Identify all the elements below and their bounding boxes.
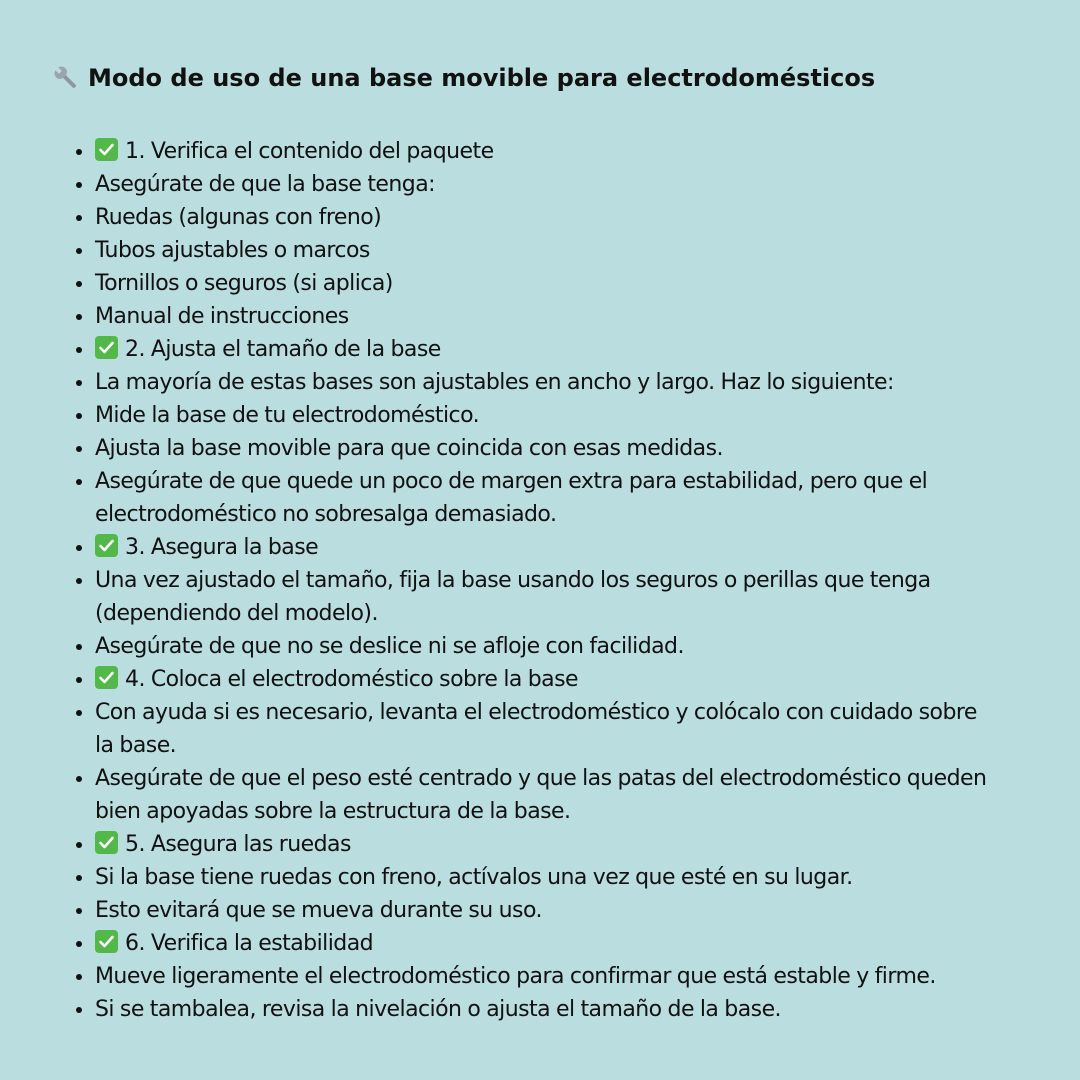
list-item — [95, 168, 995, 201]
list-item — [95, 861, 995, 894]
item-text: Esto evitará que se mueva durante su uso. — [95, 898, 542, 923]
list-item — [95, 300, 995, 333]
list-item — [95, 267, 995, 300]
item-text: Mueve ligeramente el electrodoméstico para confirmar que está estable y firme. — [95, 964, 936, 989]
list-item — [95, 630, 995, 663]
item-text: 4. Coloca el electrodoméstico sobre la base — [125, 667, 579, 692]
step-heading — [95, 663, 995, 696]
check-icon — [95, 138, 118, 161]
item-text: Si la base tiene ruedas con freno, actívalos una vez que esté en su lugar. — [95, 865, 853, 890]
wrench-icon — [52, 64, 80, 92]
step-heading — [95, 531, 995, 564]
item-text: Asegúrate de que el peso esté centrado y que las patas del electrodoméstico queden bien apoyadas sobre la estructura de la base. — [95, 766, 987, 824]
list-item — [95, 234, 995, 267]
item-text: Tubos ajustables o marcos — [95, 238, 370, 263]
list-item — [95, 432, 995, 465]
item-text: Si se tambalea, revisa la nivelación o ajusta el tamaño de la base. — [95, 997, 781, 1022]
item-text: Tornillos o seguros (si aplica) — [95, 271, 393, 296]
list-item — [95, 762, 995, 828]
item-text: Manual de instrucciones — [95, 304, 349, 329]
check-icon — [95, 666, 118, 689]
check-icon — [95, 831, 118, 854]
check-icon — [95, 930, 118, 953]
item-text: Asegúrate de que no se deslice ni se afloje con facilidad. — [95, 634, 684, 659]
item-text: Asegúrate de que la base tenga: — [95, 172, 436, 197]
item-text: 5. Asegura las ruedas — [125, 832, 351, 857]
document — [52, 60, 1032, 1026]
item-text: Una vez ajustado el tamaño, fija la base usando los seguros o perillas que tenga (dependiendo del modelo). — [95, 568, 931, 626]
list-item — [95, 696, 995, 762]
item-text: 3. Asegura la base — [125, 535, 319, 560]
list-item — [95, 366, 995, 399]
item-text: La mayoría de estas bases son ajustables en ancho y largo. Haz lo siguiente: — [95, 370, 894, 395]
list-item — [95, 465, 995, 531]
item-text: Asegúrate de que quede un poco de margen extra para estabilidad, pero que el electrodoméstico no sobresalga demasiado. — [95, 469, 928, 527]
list-item — [95, 399, 995, 432]
item-text: Mide la base de tu electrodoméstico. — [95, 403, 480, 428]
item-text: Ajusta la base movible para que coincida con esas medidas. — [95, 436, 723, 461]
instruction-list — [52, 135, 1032, 1026]
item-text: Ruedas (algunas con freno) — [95, 205, 382, 230]
check-icon — [95, 534, 118, 557]
list-item — [95, 993, 995, 1026]
page-title — [52, 60, 1032, 96]
step-heading — [95, 333, 995, 366]
title-text: Modo de uso de una base movible para electrodomésticos — [88, 64, 876, 92]
step-heading — [95, 135, 995, 168]
list-item — [95, 960, 995, 993]
list-item — [95, 894, 995, 927]
list-item — [95, 201, 995, 234]
item-text: 1. Verifica el contenido del paquete — [125, 139, 494, 164]
item-text: 2. Ajusta el tamaño de la base — [125, 337, 441, 362]
check-icon — [95, 336, 118, 359]
item-text: 6. Verifica la estabilidad — [125, 931, 374, 956]
item-text: Con ayuda si es necesario, levanta el electrodoméstico y colócalo con cuidado sobre la base. — [95, 700, 977, 758]
list-item — [95, 564, 995, 630]
step-heading — [95, 828, 995, 861]
step-heading — [95, 927, 995, 960]
